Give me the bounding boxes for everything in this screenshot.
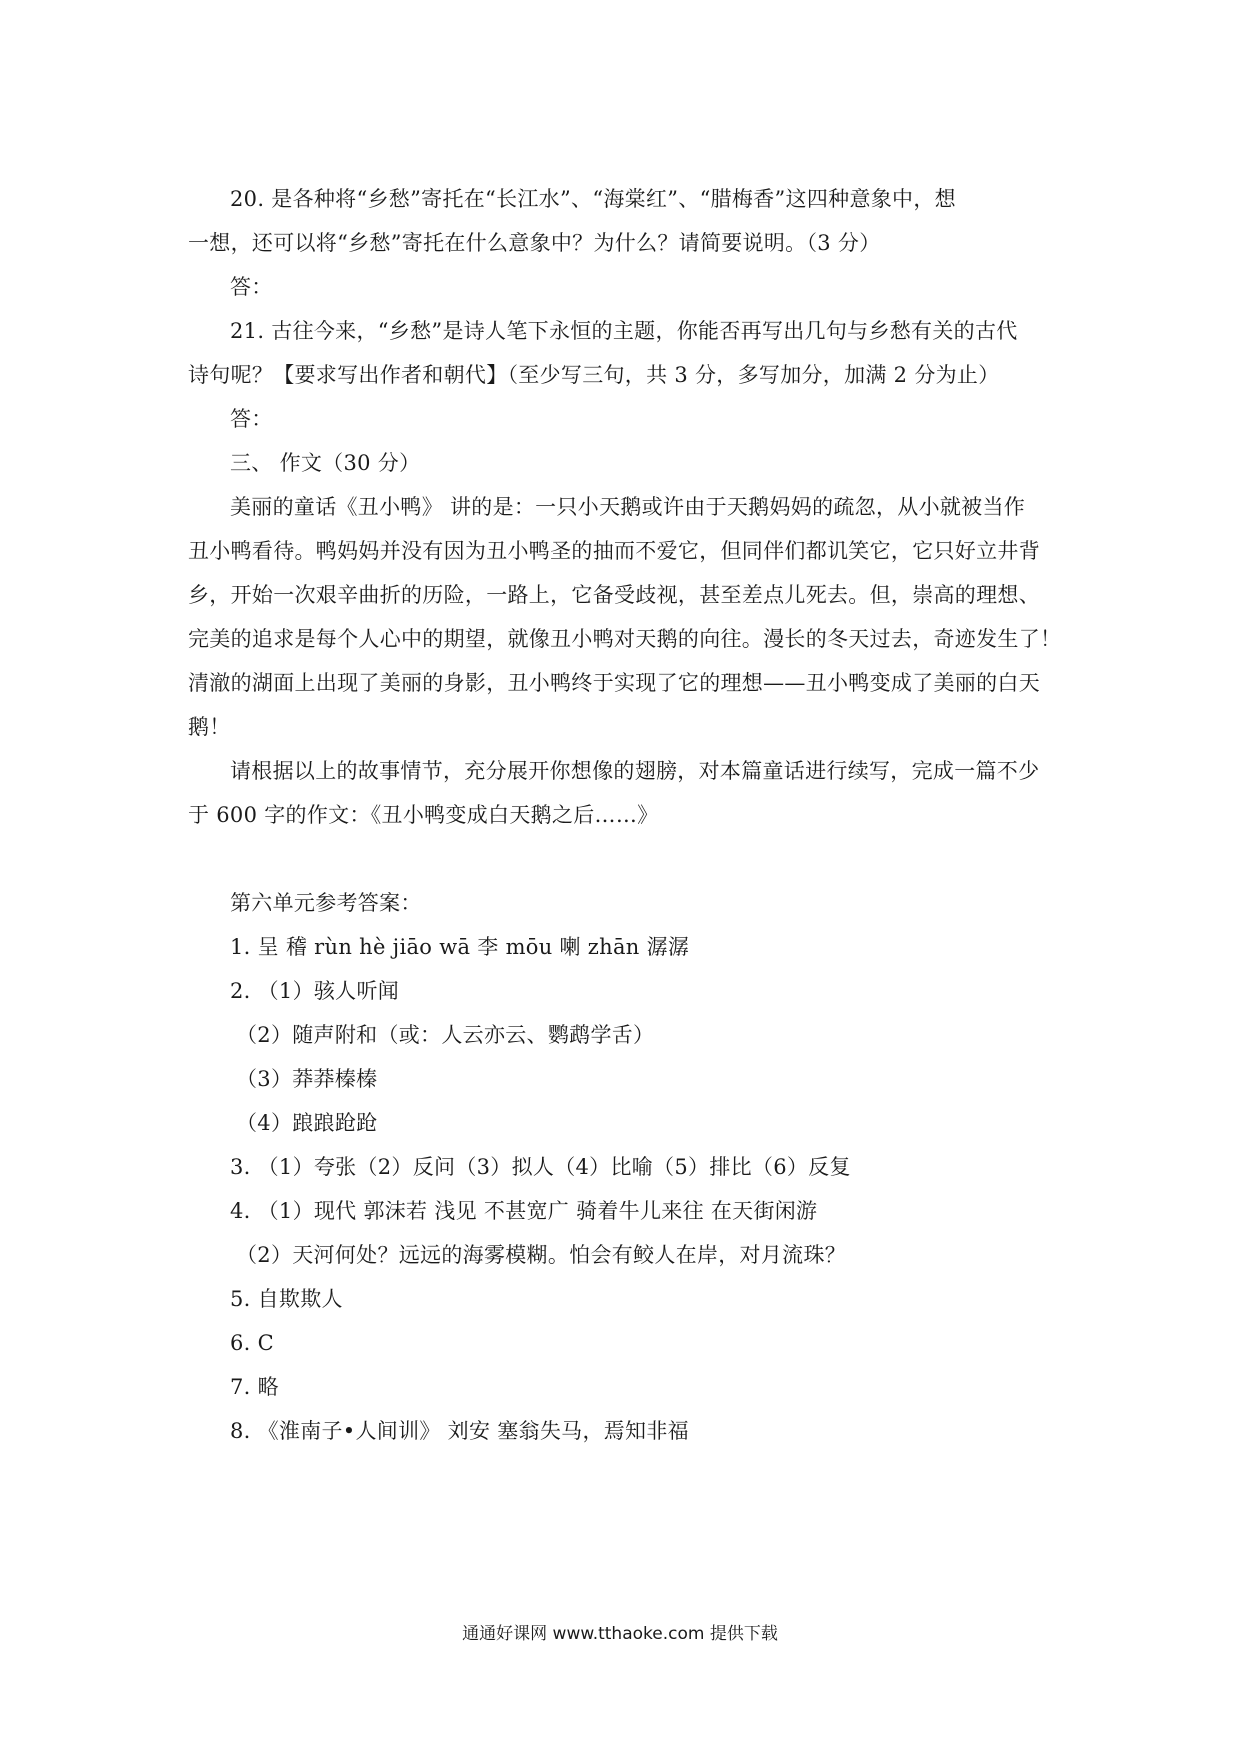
essay-paragraph-line: 美丽的童话《丑小鸭》 讲的是：一只小天鹅或许由于天鹅妈妈的疏忽，从小就被当作 — [230, 495, 1026, 519]
answer-line: 3. （1）夸张（2）反问（3）拟人（4）比喻（5）排比（6）反复 — [230, 1155, 851, 1179]
essay-prompt-line: 请根据以上的故事情节，充分展开你想像的翅膀，对本篇童话进行续写，完成一篇不少 — [230, 759, 1040, 783]
essay-heading: 三、 作文（30 分） — [230, 451, 421, 475]
answer-line: 2. （1）骇人听闻 — [230, 979, 400, 1003]
question-20-line-1: 20. 是各种将“乡愁”寄托在“长江水”、“海棠红”、“腊梅香”这四种意象中，想 — [230, 187, 956, 211]
answer-line: 7. 略 — [230, 1375, 279, 1399]
question-21-line-1: 21. 古往今来，“乡愁”是诗人笔下永恒的主题，你能否再写出几句与乡愁有关的古代 — [230, 319, 1018, 343]
essay-paragraph-line: 清澈的湖面上出现了美丽的身影，丑小鸭终于实现了它的理想——丑小鸭变成了美丽的白天 — [188, 671, 1040, 695]
answers-title: 第六单元参考答案： — [230, 891, 422, 915]
answer-line: （2）天河何处？远远的海雾模糊。怕会有鲛人在岸，对月流珠？ — [236, 1243, 847, 1267]
essay-prompt-line: 于 600 字的作文：《丑小鸭变成白天鹅之后……》 — [188, 803, 659, 827]
essay-paragraph-line: 乡，开始一次艰辛曲折的历险，一路上，它备受歧视，甚至差点儿死去。但，崇高的理想、 — [188, 583, 1040, 607]
answer-line: 4. （1）现代 郭沫若 浅见 不甚宽广 骑着牛儿来往 在天街闲游 — [230, 1199, 818, 1223]
question-20-answer-label: 答： — [230, 275, 273, 299]
question-20-line-2: 一想，还可以将“乡愁”寄托在什么意象中？为什么？请简要说明。（3 分） — [188, 231, 881, 255]
essay-paragraph-line: 鹅！ — [188, 715, 231, 739]
question-21-answer-label: 答： — [230, 407, 273, 431]
answer-line: 8. 《淮南子•人间训》 刘安 塞翁失马，焉知非福 — [230, 1419, 689, 1443]
essay-paragraph-line: 完美的追求是每个人心中的期望，就像丑小鸭对天鹅的向往。漫长的冬天过去，奇迹发生了！ — [188, 627, 1062, 651]
answer-line: 6. C — [230, 1331, 274, 1355]
answer-line: 1. 呈 稽 rùn hè jiāo wā 李 mōu 喇 zhān 潺潺 — [230, 935, 690, 959]
answer-line: （4）踉踉跄跄 — [236, 1111, 378, 1135]
answer-line: 5. 自欺欺人 — [230, 1287, 343, 1311]
page-footer: 通通好课网 www.tthaoke.com 提供下载 — [462, 1624, 778, 1644]
question-21-line-2: 诗句呢？【要求写出作者和朝代】（至少写三句，共 3 分，多写加分，加满 2 分为止） — [188, 363, 1000, 387]
answer-line: （3）莽莽榛榛 — [236, 1067, 378, 1091]
essay-paragraph-line: 丑小鸭看待。鸭妈妈并没有因为丑小鸭圣的抽而不爱它，但同伴们都讥笑它，它只好立井背 — [188, 539, 1040, 563]
answer-line: （2）随声附和（或：人云亦云、鹦鹉学舌） — [236, 1023, 655, 1047]
